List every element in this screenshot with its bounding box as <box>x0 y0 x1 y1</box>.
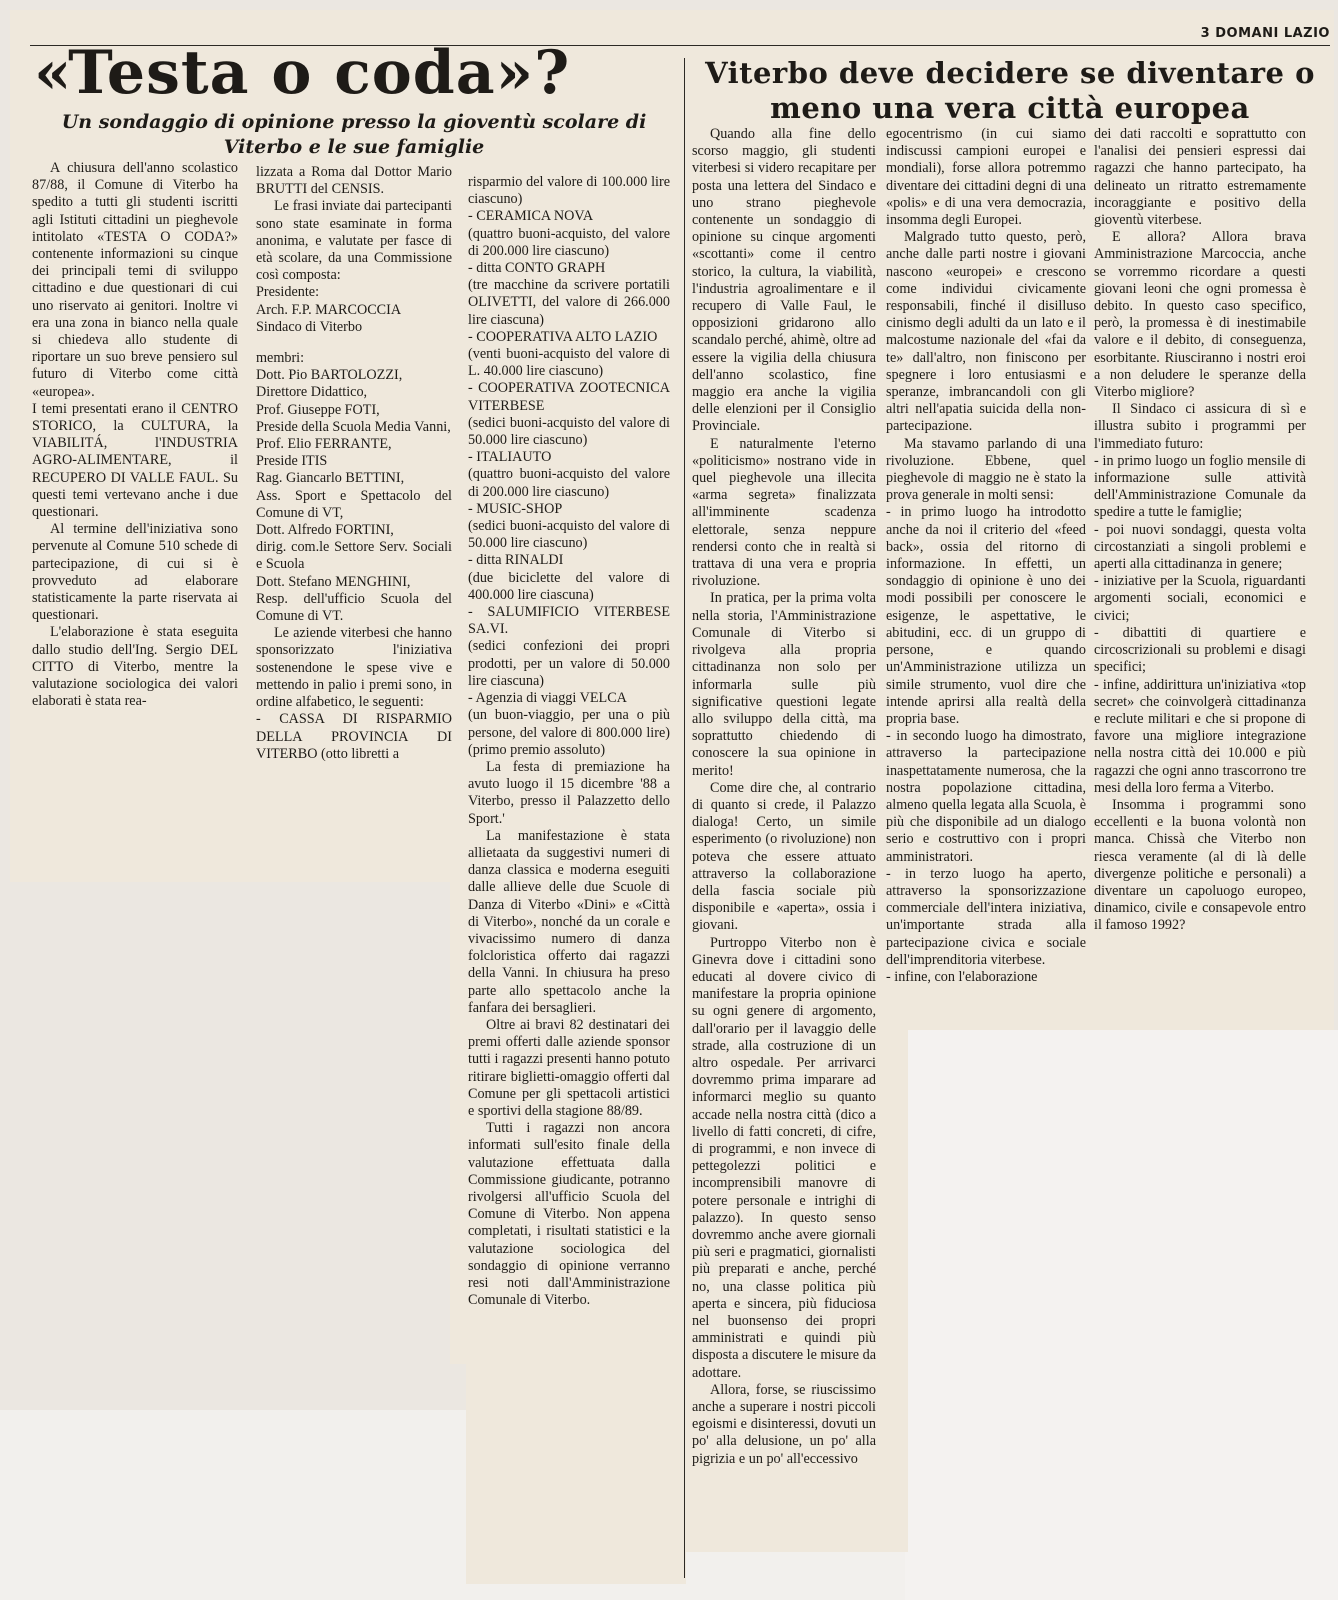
paragraph: Purtroppo Viterbo non è Ginevra dove i cittadini sono educati al dovere civico di manifestare la propria opinione su ogni genere di argomento, dall'orario per il lavaggio delle strade, alla costruzione di un altro ospedale. Per arrivarci dovremmo prima imparare ad informarci meglio su quanto accade nella nostra città (dico a livello di fatti concreti, di cifre, di programmi, e non invece di pettegolezzi politici e incomprensibili manovre di potere personale e intrighi di palazzo). In questo senso dovremmo anche avere giornali più seri e pragmatici, giornalisti più preparati e anche, perché no, una classe politica più aperta e sincera, più fiduciosa nel buonsenso dei propri amministrati e quindi più disposta a discutere le misure da adottare. <box>692 934 876 1381</box>
sponsor-line: (sedici buoni-acquisto del valore di 50.000 lire ciascuno) <box>468 518 670 552</box>
article2-column-3 <box>1094 126 1306 1106</box>
list-item: - iniziative per la Scuola, riguardanti argomenti sociali, economici e civici; <box>1094 573 1306 624</box>
article1-column-1 <box>32 160 238 882</box>
article1-column-3 <box>468 174 670 1590</box>
sponsor-name: - ditta CONTO GRAPH <box>468 260 606 277</box>
commission-line: Preside ITIS <box>256 453 328 470</box>
paragraph: La manifestazione è stata allietaata da suggestivi numeri di danza classica e moderna eseguiti dalle allieve delle due Scuole di Danza di Viterbo «Dini» e «Città di Viterbo», nonché da un corale e vivacissimo numero di danza folcloristica offerto dai ragazzi della Vanni. In chiusura ha preso parte allo spettacolo anche la fanfara dei bersaglieri. <box>468 827 670 1016</box>
commission-line: dirig. com.le Settore Serv. Sociali e Scuola <box>256 539 452 573</box>
article2-title: Viterbo deve decidere se diventare o meno una vera città europea <box>705 56 1315 125</box>
sponsor-line: (venti buoni-acquisto del valore di L. 40.000 lire ciascuno) <box>468 346 670 380</box>
commission-line: Prof. Elio FERRANTE, <box>256 436 392 453</box>
paragraph: L'elaborazione è stata eseguita dallo studio dell'Ing. Sergio DEL CITTO di Viterbo, mentre la valutazione sociologica dei valori elaborati è stata rea- <box>32 624 238 710</box>
paragraph: Oltre ai bravi 82 destinatari dei premi offerti dalle aziende sponsor tutti i ragazzi presenti hanno potuto ritirare biglietti-omaggio offerti dal Comune per gli spettacoli artistici e sportivi della stagione 88/89. <box>468 1016 670 1119</box>
commission-line: Sindaco di Viterbo <box>256 318 363 335</box>
paragraph: Quando alla fine dello scorso maggio, gli studenti viterbesi si videro recapitare per posta una lettera del Sindaco e uno strano pieghevole contenente un sondaggio di opinione su cinque argomenti «scottanti» come il centro storico, la cultura, la viabilità, l'industria agroalimentare e il recupero di Valle Faul, le opposizioni gridarono allo scandalo perché, ahimè, oltre ad essere la vigilia della chiusura dell'anno scolastico, fine maggio era anche la vigilia delle elenzioni per il Consiglio Provinciale. <box>692 126 876 435</box>
commission-line: Rag. Giancarlo BETTINI, <box>256 470 405 487</box>
list-item: - in secondo luogo ha dimostrato, attraverso la partecipazione inaspettatamente numerosa, che la nostra popolazione cittadina, almeno quella legata alla Scuola, è più che disponibile ad un dialogo serio e costruttivo con i propri amministratori. <box>886 728 1086 865</box>
commission-line: membri: <box>256 350 305 367</box>
commission-line: Resp. dell'ufficio Scuola del Comune di VT. <box>256 590 452 625</box>
article1-title: «Testa o coda»? <box>34 38 571 108</box>
list-item: - in primo luogo ha introdotto anche da noi il criterio del «feed back», ossia del ritorno di informazione. In effetti, un sondaggio di opinione è uno dei modi possibili per conoscere le esigenze, le aspettative, le abitudini, ecc. di un gruppo di persone, e quando un'Amministrazione utilizza un simile strumento, vuol dire che intende aprirsi alla realtà della propria base. <box>886 504 1086 727</box>
article1-column-2 <box>256 164 452 882</box>
paragraph: dei dati raccolti e soprattutto con l'analisi dei pensieri espressi dai ragazzi che hanno partecipato, ha delineato un ritratto estremamente incoraggiante e positivo della gioventù viterbese. <box>1094 126 1306 229</box>
paragraph: La festa di premiazione ha avuto luogo il 15 dicembre '88 a Viterbo, presso il Palazzetto dello Sport.' <box>468 758 670 827</box>
commission-line: Arch. F.P. MARCOCCIA <box>256 301 402 318</box>
paragraph: Come dire che, al contrario di quanto si crede, il Palazzo dialoga! Certo, un simile esperimento (o rivoluzione) non poteva che essere attuato attraverso la collaborazione della fascia sociale più disponibile e «aperta», ossia i giovani. <box>692 779 876 934</box>
commission-line: Dott. Pio BARTOLOZZI, <box>256 367 403 384</box>
backing-board-right <box>905 1030 1338 1600</box>
commission-line: Ass. Sport e Spettacolo del Comune di VT, <box>256 487 452 521</box>
paragraph: A chiusura dell'anno scolastico 87/88, il Comune di Viterbo ha spedito a tutti gli studenti iscritti agli Istituti cittadini un pieghevole intitolato «TESTA O CODA?» contenente informazioni su cinque dei principali temi di sviluppo cittadino e due questionari di cui uno riservato ai genitori. Inoltre vi era una zona in bianco nella quale si chiedeva allo studente di riportare un suo breve pensiero sul futuro di Viterbo come città «europea». <box>32 160 238 400</box>
sponsor-name: - COOPERATIVA ZOOTECNICA VITERBESE <box>468 380 670 414</box>
sponsor-name: - SALUMIFICIO VITERBESE SA.VI. <box>468 604 670 638</box>
commission-line: Dott. Stefano MENGHINI, <box>256 573 411 590</box>
sponsor-line: (due biciclette del valore di 400.000 lire ciascuna) <box>468 569 670 603</box>
commission-line: Preside della Scuola Media Vanni, <box>256 418 451 435</box>
paragraph: Insomma i programmi sono eccellenti e la buona volontà non manca. Chissà che Viterbo non riesca veramente (al di là delle divergenze politiche e personali) a diventare un capoluogo europeo, dinamico, civile e consapevole entro il famoso 1992? <box>1094 796 1306 934</box>
commission-line: Dott. Alfredo FORTINI, <box>256 522 394 539</box>
sponsor-name: - COOPERATIVA ALTO LAZIO <box>468 328 658 345</box>
masthead: 3 DOMANI LAZIO <box>1200 26 1330 41</box>
paragraph: Ma stavamo parlando di una rivoluzione. Ebbene, quel pieghevole di maggio ne è stato la prova generale in molti sensi: <box>886 435 1086 504</box>
sponsor-name: - MUSIC-SHOP <box>468 500 563 517</box>
commission-line: Prof. Giuseppe FOTI, <box>256 401 380 418</box>
sponsor-name: - CERAMICA NOVA <box>468 208 594 225</box>
sponsor-name: - ditta RINALDI <box>468 552 564 569</box>
list-item: - in primo luogo un foglio mensile di informazione sulle attività dell'Amministrazione Comunale da spedire a tutte le famiglie; <box>1094 452 1306 521</box>
paragraph: Al termine dell'iniziativa sono pervenute al Comune 510 schede di partecipazione, di cui si è provveduto ad elaborare statisticamente la parte riservata ai questionari. <box>32 521 238 624</box>
sponsor-line: - CASSA DI RISPARMIO DELLA PROVINCIA DI VITERBO (otto libretti a <box>256 711 452 762</box>
sponsor-line: (sedici buoni-acquisto del valore di 50.000 lire ciascuno) <box>468 414 670 449</box>
paragraph: Tutti i ragazzi non ancora informati sull'esito finale della valutazione effettuata dalla Commissione giudicante, potranno rivolgersi all'ufficio Scuola del Comune di Viterbo. Non appena completati, i risultati statistici e la valutazione sociologica del sondaggio di opinione verranno resi noti dall'Amministrazione Comunale di Viterbo. <box>468 1120 670 1309</box>
paragraph: Malgrado tutto questo, però, anche dalle parti nostre i giovani nascono «europei» e crescono come individui civicamente responsabili, finché il disilluso cinismo degli adulti da un lato e il malcostume nazionale del «fai da te» dall'altro, non finiscono per spegnere i loro entusiasmi e speranze, imbrancandoli con gli altri nell'apatia suicida della non-partecipazione. <box>886 229 1086 435</box>
sponsor-line: risparmio del valore di 100.000 lire ciascuno) <box>468 174 670 208</box>
commission-line: Presidente: <box>256 284 320 301</box>
clipping-piece-2b <box>450 984 466 1364</box>
commission-line: Direttore Didattico, <box>256 384 368 401</box>
paragraph: Il Sindaco ci assicura di sì e illustra subito i programmi per l'immediato futuro: <box>1094 401 1306 452</box>
sponsor-name: - Agenzia di viaggi VELCA <box>468 690 627 707</box>
article1-subtitle: Un sondaggio di opinione presso la gioventù scolare di Viterbo e le sue famiglie <box>61 111 647 158</box>
list-item: - infine, addirittura un'iniziativa «top secret» che coinvolgerà cittadinanza e reclute militari e che si propone di favore una migliore integrazione nella nostra città dei 10.000 e più ragazzi che ogni anno trascorrono tre mesi della loro ferma a Viterbo. <box>1094 676 1306 796</box>
sponsor-line: (un buon-viaggio, per una o più persone, del valore di 800.000 lire) (primo premio assoluto) <box>468 707 670 758</box>
article2-column-1 <box>692 126 876 1562</box>
paragraph: I temi presentati erano il CENTRO STORICO, la CULTURA, la VIABILITÁ, l'INDUSTRIA AGRO-ALIMENTARE, il RECUPERO DI VALLE FAUL. Su questi temi vertevano anche i due questionari. <box>32 400 238 521</box>
paragraph: Le aziende viterbesi che hanno sponsorizzato l'iniziativa sostenendone le spese vive e mettendo in palio i premi sono, in ordine alfabetico, le seguenti: <box>256 625 452 711</box>
paragraph: E naturalmente l'eterno «politicismo» nostrano vide in quel pieghevole una illecita «arma segreta» finalizzata all'imminente scadenza elettorale, senza neppure rendersi conto che in realtà si trattava di una vera e propria rivoluzione. <box>692 435 876 590</box>
paragraph: Allora, forse, se riuscissimo anche a superare i nostri piccoli egoismi e disinteressi, dovuti un po' alla delusione, un po' alla pigrizia e un po' all'eccessivo <box>692 1381 876 1467</box>
paragraph: egocentrismo (in cui siamo indiscussi campioni europei e mondiali), forse allora potremmo diventare dei cittadini degni di una «polis» e di una vera democrazia, insomma degli Europei. <box>886 126 1086 229</box>
list-item: - in terzo luogo ha aperto, attraverso la sponsorizzazione commerciale dell'intera iniziativa, un'importante strada alla partecipazione civica e sociale dell'imprenditoria viterbese. <box>886 865 1086 968</box>
paragraph: Le frasi inviate dai partecipanti sono state esaminate in forma anonima, e valutate per fasce di età scolare, da una Commissione così composta: <box>256 198 452 284</box>
sponsor-line: (tre macchine da scrivere portatili OLIVETTI, del valore di 266.000 lire ciascuna) <box>468 277 670 328</box>
sponsor-name: - ITALIAUTO <box>468 449 552 466</box>
paragraph: lizzata a Roma dal Dottor Mario BRUTTI del CENSIS. <box>256 164 452 198</box>
list-item: - poi nuovi sondaggi, questa volta circostanziati a singoli problemi e aperti alla cittadinanza in genere; <box>1094 521 1306 573</box>
paragraph: E allora? Allora brava Amministrazione Marcoccia, anche se vorremmo ricordare a questi giovani leoni che ogni promessa è debito. In questo caso specifico, però, la promessa è di inestimabile valore e il debito, di conseguenza, esorbitante. Riusciranno i nostri eroi a non deludere le speranze della Viterbo migliore? <box>1094 229 1306 401</box>
sponsor-line: (quattro buoni-acquisto, del valore di 200.000 lire ciascuno) <box>468 225 670 259</box>
sponsor-line: (sedici confezioni dei propri prodotti, per un valore di 50.000 lire ciascuna) <box>468 638 670 689</box>
article2-column-2 <box>886 126 1086 1106</box>
list-item: - dibattiti di quartiere e circoscrizionali su problemi e disagi specifici; <box>1094 624 1306 676</box>
list-item: - infine, con l'elaborazione <box>886 968 1038 985</box>
paragraph: In pratica, per la prima volta nella storia, l'Amministrazione Comunale di Viterbo si rivolgeva alla propria cittadinanza non solo per informarla sulle più significative questioni legate allo sviluppo della città, ma soprattutto chiedendo di conoscere la sua opinione in merito! <box>692 590 876 779</box>
sponsor-line: (quattro buoni-acquisto del valore di 200.000 lire ciascuno) <box>468 466 670 500</box>
column-rule <box>684 58 685 1578</box>
